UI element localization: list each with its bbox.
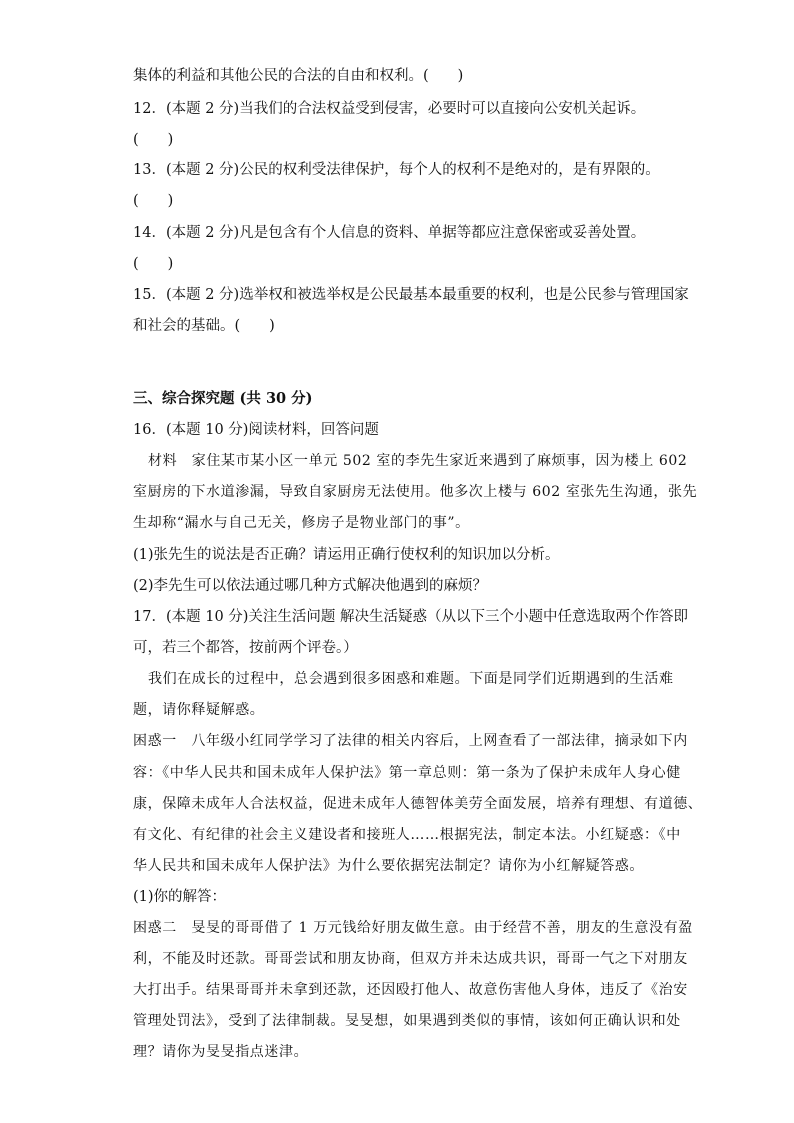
puzzle-1-line-1: 困惑一 八年级小红同学学习了法律的相关内容后，上网查看了一部法律，摘录如下内 [133,733,688,749]
puzzle-1-line-4: 有文化、有纪律的社会主义建设者和接班人……根据宪法，制定本法。小红疑惑：《中 [133,827,681,843]
question-17-intro-line-2: 题，请你释疑解惑。 [133,702,265,718]
question-14-blank: ( ) [133,256,174,272]
puzzle-1-line-5: 华人民共和国未成年人保护法》为什么要依据宪法制定？请你为小红解疑答惑。 [133,858,644,874]
question-17-header-line-2: 可，若三个都答，按前两个评卷。） [133,640,358,656]
question-13-text: 13．(本题 2 分)公民的权利受法律保护，每个人的权利不是绝对的，是有界限的。 [133,162,660,178]
question-16-sub-2: (2)李先生可以依法通过哪几种方式解决他遇到的麻烦？ [133,578,488,594]
puzzle-1-line-3: 康，保障未成年人合法权益，促进未成年人德智体美劳全面发展，培养有理想、有道德、 [133,796,703,812]
question-17-intro-line-1: 我们在成长的过程中，总会遇到很多困惑和难题。下面是同学们近期遇到的生活难 [148,671,674,687]
puzzle-2-line-3: 大打出手。结果哥哥并未拿到还款，还因殴打他人、故意伤害他人身体，违反了《治安 [133,982,688,998]
puzzle-2-line-1: 困惑二 旻旻的哥哥借了 1 万元钱给好朋友做生意。由于经营不善，朋友的生意没有盈 [133,920,693,936]
question-16-header: 16．(本题 10 分)阅读材料，回答问题 [133,422,379,438]
puzzle-2-line-4: 管理处罚法》，受到了法律制裁。旻旻想，如果遇到类似的事情，该如何正确认识和处 [133,1013,681,1029]
question-16-material-line-2: 室厨房的下水道渗漏，导致自家厨房无法使用。他多次上楼与 602 室张先生沟通，张先 [133,484,698,500]
question-16-sub-1: (1)张先生的说法是否正确？请运用正确行使权利的知识加以分析。 [133,547,560,563]
question-13-blank: ( ) [133,193,174,209]
puzzle-1-line-2: 容：《中华人民共和国未成年人保护法》第一章总则：第一条为了保护未成年人身心健 [133,765,681,781]
question-15-line-1: 15．(本题 2 分)选举权和被选举权是公民最基本最重要的权利，也是公民参与管理国家 [133,287,689,303]
question-15-line-2: 和社会的基础。( ) [133,318,275,334]
question-14-text: 14．(本题 2 分)凡是包含有个人信息的资料、单据等都应注意保密或妥善处置。 [133,225,646,241]
question-12-blank: ( ) [133,132,174,148]
puzzle-2-line-5: 理？请你为旻旻指点迷津。 [133,1044,309,1060]
puzzle-2-line-2: 利，不能及时还款。哥哥尝试和朋友协商，但双方并未达成共识，哥哥一气之下对朋友 [133,951,688,967]
question-17-header-line-1: 17．(本题 10 分)关注生活问题 解决生活疑惑（从以下三个小题中任意选取两个作答即 [133,609,689,625]
question-11-tail: 集体的利益和其他公民的合法的自由和权利。( ) [133,68,464,84]
answer-1-label: (1)你的解答： [133,889,227,905]
section-3-title: 三、综合探究题 (共 30 分) [133,390,313,407]
question-12-text: 12．(本题 2 分)当我们的合法权益受到侵害，必要时可以直接向公安机关起诉。 [133,101,646,117]
question-16-material-line-3: 生却称“漏水与自己无关，修房子是物业部门的事”。 [133,515,470,531]
question-16-material-line-1: 材料 家住某市某小区一单元 502 室的李先生家近来遇到了麻烦事，因为楼上 602 [148,453,688,469]
